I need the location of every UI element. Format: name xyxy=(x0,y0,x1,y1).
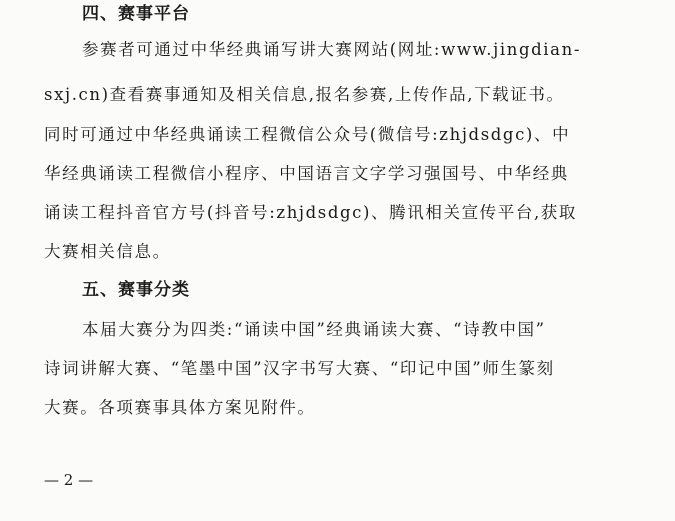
page-number: — 2 — xyxy=(44,471,94,489)
section-5-paragraph-line-1: 本届大赛分为四类:“诵读中国”经典诵读大赛、“诗教中国” xyxy=(82,320,546,339)
section-4-paragraph-line-5: 诵读工程抖音官方号(抖音号:zhjdsdgc)、腾讯相关宣传平台,获取 xyxy=(44,203,578,222)
section-4-heading: 四、赛事平台 xyxy=(82,4,190,24)
section-5-paragraph-line-3: 大赛。各项赛事具体方案见附件。 xyxy=(44,398,316,417)
section-4-paragraph-line-3: 同时可通过中华经典诵读工程微信公众号(微信号:zhjdsdgc)、中 xyxy=(44,125,571,144)
section-4-paragraph-line-4: 华经典诵读工程微信小程序、中国语言文字学习强国号、中华经典 xyxy=(44,164,569,183)
section-4-paragraph-line-2: sxj.cn)查看赛事通知及相关信息,报名参赛,上传作品,下载证书。 xyxy=(44,85,565,104)
section-5-heading: 五、赛事分类 xyxy=(82,280,190,300)
section-4-paragraph-line-1: 参赛者可通过中华经典诵写讲大赛网站(网址:www.jingdian- xyxy=(82,40,582,59)
section-5-paragraph-line-2: 诗词讲解大赛、“笔墨中国”汉字书写大赛、“印记中国”师生篆刻 xyxy=(44,359,555,378)
section-4-paragraph-line-6: 大赛相关信息。 xyxy=(44,242,171,261)
